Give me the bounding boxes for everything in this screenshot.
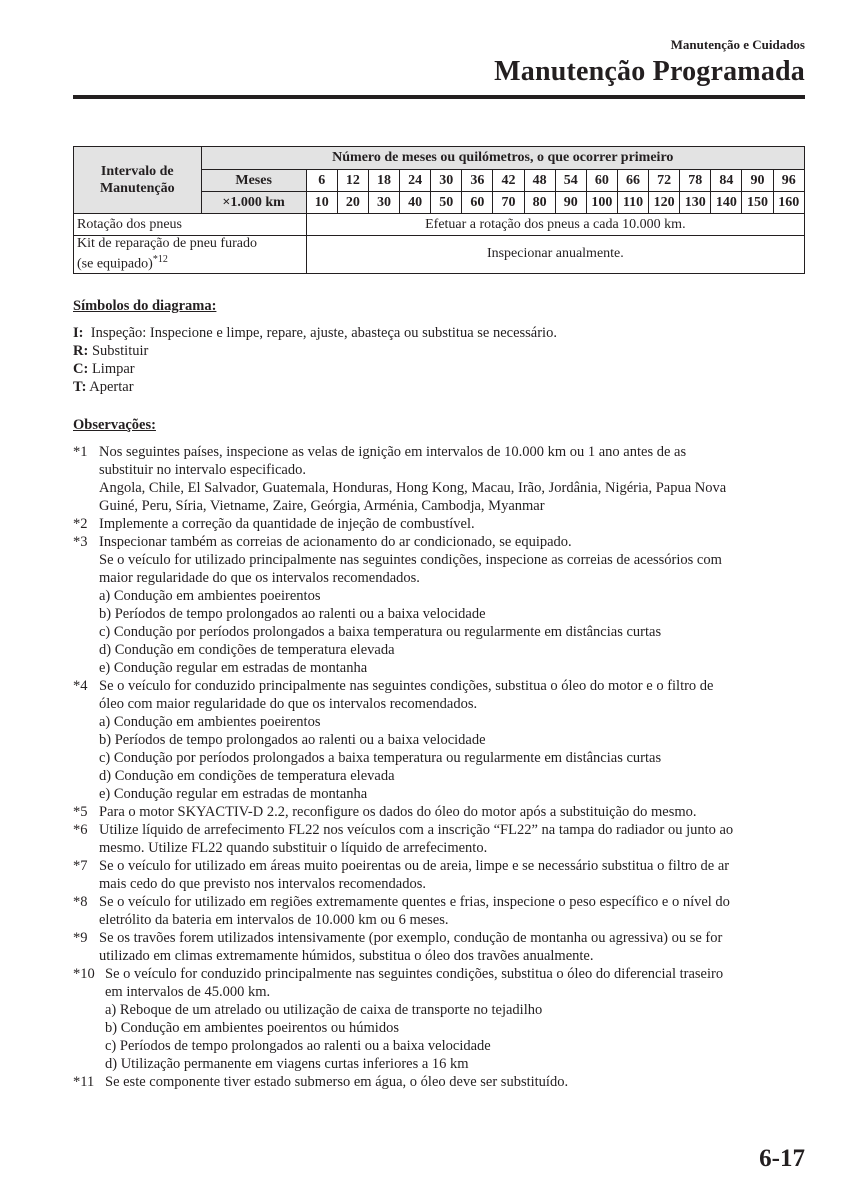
row-action-repair-kit: Inspecionar anualmente. — [306, 236, 804, 274]
note-7 — [73, 857, 808, 893]
km-cell: 150 — [742, 192, 773, 214]
note-line: substituir no intervalo especificado. — [99, 462, 306, 478]
note-line: b) Condução em ambientes poeirentos ou húmidos — [105, 1020, 399, 1036]
note-6 — [73, 821, 808, 857]
note-line: Angola, Chile, El Salvador, Guatemala, Honduras, Hong Kong, Macau, Irão, Jordânia, Nigéria, Papua Nova — [99, 480, 727, 496]
note-10 — [73, 965, 808, 1073]
row-item-repair-kit-line2 — [77, 252, 306, 273]
months-cell: 12 — [337, 170, 368, 192]
legend-symbol: R: — [73, 343, 89, 359]
legend-item-c — [73, 360, 557, 378]
note-mark: *2 — [73, 516, 88, 532]
note-line: e) Condução regular em estradas de montanha — [99, 786, 368, 802]
note-mark: *10 — [73, 966, 95, 982]
note-line: a) Condução em ambientes poeirentos — [99, 588, 321, 604]
km-cell: 160 — [773, 192, 804, 214]
km-cell: 130 — [680, 192, 711, 214]
note-line: Se este componente tiver estado submerso em água, o óleo deve ser substituído. — [105, 1074, 569, 1090]
km-label: ×1.000 km — [201, 192, 306, 214]
note-mark: *1 — [73, 444, 88, 460]
legend-heading: Símbolos do diagrama: — [73, 298, 217, 314]
note-line: b) Períodos de tempo prolongados ao ralenti ou a baixa velocidade — [99, 606, 486, 622]
months-cell: 72 — [649, 170, 680, 192]
note-line: Se o veículo for conduzido principalmente nas seguintes condições, substitua o óleo do motor e o filtro de — [99, 678, 714, 694]
note-11 — [73, 1073, 808, 1091]
legend-text: Inspeção: Inspecione e limpe, repare, ajuste, abasteça ou substitua se necessário. — [90, 325, 557, 341]
table-row — [74, 236, 805, 274]
note-line: d) Utilização permanente em viagens curtas inferiores a 16 km — [105, 1056, 469, 1072]
legend-text: Apertar — [89, 379, 134, 395]
note-line: c) Períodos de tempo prolongados ao ralenti ou a baixa velocidade — [105, 1038, 491, 1054]
months-cell: 42 — [493, 170, 524, 192]
note-line: a) Condução em ambientes poeirentos — [99, 714, 321, 730]
legend-item-i — [73, 324, 557, 342]
note-mark: *4 — [73, 678, 88, 694]
km-cell: 60 — [462, 192, 493, 214]
km-cell: 40 — [400, 192, 431, 214]
note-line: maior regularidade do que os intervalos recomendados. — [99, 570, 420, 586]
interval-header — [74, 147, 202, 214]
note-1 — [73, 443, 808, 515]
note-line: Para o motor SKYACTIV-D 2.2, reconfigure os dados do óleo do motor após a substituição do mesmo. — [99, 804, 697, 820]
title-rule — [73, 95, 805, 99]
interval-label-line2: Manutenção — [99, 181, 175, 196]
months-label: Meses — [201, 170, 306, 192]
note-line: b) Períodos de tempo prolongados ao ralenti ou a baixa velocidade — [99, 732, 486, 748]
km-cell: 100 — [586, 192, 617, 214]
months-cell: 84 — [711, 170, 742, 192]
note-line: utilizado em climas extremamente húmidos, substitua o óleo dos travões anualmente. — [99, 948, 594, 964]
note-line: Implemente a correção da quantidade de injeção de combustível. — [99, 516, 475, 532]
page-number: 6-17 — [759, 1145, 805, 1172]
note-line: Se os travões forem utilizados intensivamente (por exemplo, condução de montanha ou agressiva) ou se for — [99, 930, 723, 946]
note-mark: *8 — [73, 894, 88, 910]
km-cell: 140 — [711, 192, 742, 214]
note-line: eletrólito da bateria em intervalos de 10.000 km ou 6 meses. — [99, 912, 449, 928]
legend-text: Substituir — [91, 343, 149, 359]
observations — [73, 416, 808, 1091]
table-main-header: Número de meses ou quilómetros, o que ocorrer primeiro — [201, 147, 804, 170]
legend-item-r — [73, 342, 557, 360]
note-3 — [73, 533, 808, 677]
note-line: Inspecionar também as correias de acionamento do ar condicionado, se equipado. — [99, 534, 572, 550]
section-label: Manutenção e Cuidados — [670, 37, 805, 52]
note-line: c) Condução por períodos prolongados a baixa temperatura ou regularmente em distâncias curtas — [99, 750, 662, 766]
km-cell: 30 — [368, 192, 399, 214]
note-line: Se o veículo for utilizado em áreas muito poeirentas ou de areia, limpe e se necessário substitua o filtro de ar — [99, 858, 730, 874]
observations-heading: Observações: — [73, 417, 156, 433]
km-cell: 20 — [337, 192, 368, 214]
note-mark: *9 — [73, 930, 88, 946]
row-item-repair-kit-line1: Kit de reparação de pneu furado — [77, 236, 257, 251]
interval-label-line1: Intervalo de — [100, 164, 174, 179]
note-9 — [73, 929, 808, 965]
note-8 — [73, 893, 808, 929]
note-line: Utilize líquido de arrefecimento FL22 nos veículos com a inscrição “FL22” na tampa do radiador ou junto ao — [99, 822, 734, 838]
months-cell: 90 — [742, 170, 773, 192]
km-cell: 120 — [649, 192, 680, 214]
km-cell: 80 — [524, 192, 555, 214]
diagram-legend — [73, 297, 557, 396]
row-item-repair-kit — [74, 236, 307, 274]
note-4 — [73, 677, 808, 803]
months-cell: 54 — [555, 170, 586, 192]
note-5 — [73, 803, 808, 821]
maintenance-table — [73, 146, 805, 274]
note-line: óleo com maior regularidade do que os intervalos recomendados. — [99, 696, 478, 712]
footnote-ref-12: *12 — [152, 254, 168, 265]
months-cell: 6 — [306, 170, 337, 192]
km-cell: 70 — [493, 192, 524, 214]
note-line: d) Condução em condições de temperatura elevada — [99, 768, 395, 784]
legend-text: Limpar — [91, 361, 135, 377]
months-cell: 48 — [524, 170, 555, 192]
note-line: a) Reboque de um atrelado ou utilização de caixa de transporte no tejadilho — [105, 1002, 543, 1018]
legend-item-t — [73, 378, 557, 396]
page-title: Manutenção Programada — [494, 56, 805, 87]
months-cell: 96 — [773, 170, 804, 192]
months-cell: 18 — [368, 170, 399, 192]
note-line: Se o veículo for utilizado principalmente nas seguintes condições, inspecione as correias de acessórios com — [99, 552, 722, 568]
months-cell: 66 — [617, 170, 648, 192]
row-item-tire-rotation: Rotação dos pneus — [74, 214, 307, 236]
note-mark: *3 — [73, 534, 88, 550]
note-2 — [73, 515, 808, 533]
notes-list — [73, 443, 808, 1091]
note-line: d) Condução em condições de temperatura elevada — [99, 642, 395, 658]
months-cell: 30 — [431, 170, 462, 192]
table-row — [74, 214, 805, 236]
note-line: Se o veículo for utilizado em regiões extremamente quentes e frias, inspecione o peso específico e o nível do — [99, 894, 730, 910]
note-line: Nos seguintes países, inspecione as velas de ignição em intervalos de 10.000 km ou 1 ano antes de as — [99, 444, 687, 460]
note-line: mesmo. Utilize FL22 quando substituir o líquido de arrefecimento. — [99, 840, 488, 856]
note-line: Guiné, Peru, Síria, Vietname, Zaire, Geórgia, Arménia, Cambodja, Myanmar — [99, 498, 545, 514]
note-mark: *11 — [73, 1074, 95, 1090]
note-mark: *5 — [73, 804, 88, 820]
note-line: c) Condução por períodos prolongados a baixa temperatura ou regularmente em distâncias curtas — [99, 624, 662, 640]
km-cell: 110 — [617, 192, 648, 214]
note-mark: *7 — [73, 858, 88, 874]
note-line: em intervalos de 45.000 km. — [105, 984, 271, 1000]
months-cell: 24 — [400, 170, 431, 192]
km-cell: 50 — [431, 192, 462, 214]
note-mark: *6 — [73, 822, 88, 838]
km-cell: 90 — [555, 192, 586, 214]
months-cell: 78 — [680, 170, 711, 192]
legend-symbol: C: — [73, 361, 89, 377]
note-line: e) Condução regular em estradas de montanha — [99, 660, 368, 676]
row-action-tire-rotation: Efetuar a rotação dos pneus a cada 10.000 km. — [306, 214, 804, 236]
note-line: Se o veículo for conduzido principalmente nas seguintes condições, substitua o óleo do diferencial traseiro — [105, 966, 724, 982]
row-item-repair-kit-equipped: (se equipado) — [77, 256, 153, 272]
months-cell: 36 — [462, 170, 493, 192]
legend-symbol: I: — [73, 325, 84, 341]
km-cell: 10 — [306, 192, 337, 214]
months-cell: 60 — [586, 170, 617, 192]
legend-symbol: T: — [73, 379, 87, 395]
note-line: mais cedo do que previsto nos intervalos recomendados. — [99, 876, 426, 892]
